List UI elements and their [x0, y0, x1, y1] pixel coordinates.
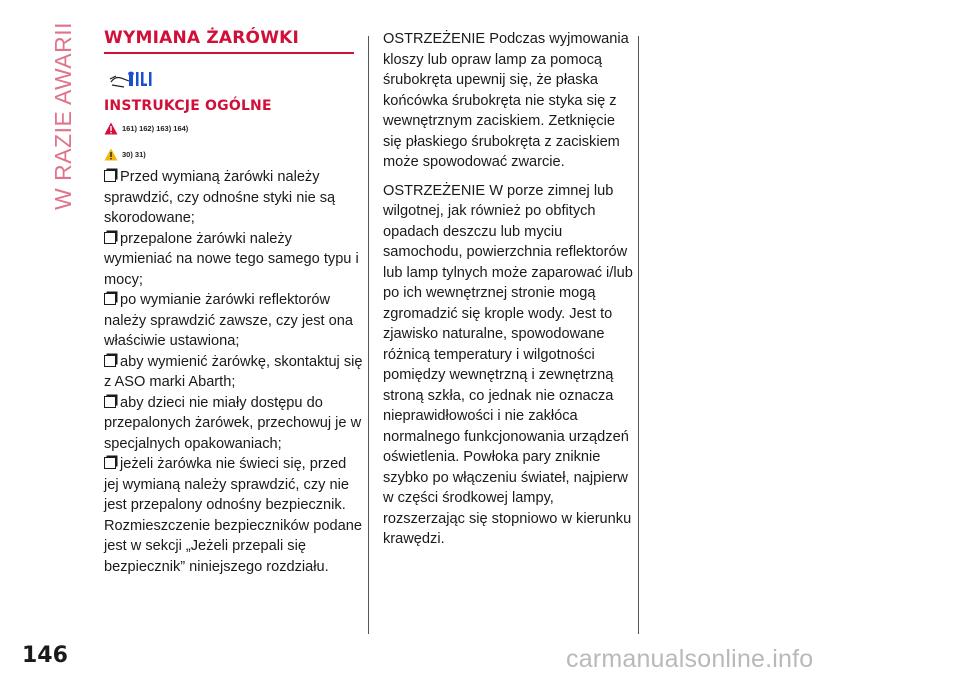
caution-refs: 30) 31) [122, 149, 146, 159]
right-column [383, 29, 633, 558]
checkbox-bullet-icon [104, 293, 116, 305]
page-number: 146 [22, 643, 68, 668]
list-item-text: jeżeli żarówka nie świeci się, przed jej wymianą należy sprawdzić, czy nie jest przepalony odnośny bezpiecznik. Rozmieszczenie bezpieczników podane jest w sekcji „Jeżeli przepali się bezpiecznik” niniejszego rozdziału. [104, 456, 362, 575]
list-item-text: aby dzieci nie miały dostępu do przepalonych żarówek, przechowuj je w specjalnych opakowaniach; [104, 394, 362, 452]
column-divider [368, 36, 369, 634]
list-item [104, 290, 364, 352]
list-item-text: Przed wymianą żarówki należy sprawdzić, czy odnośne styki nie są skorodowane; [104, 169, 336, 226]
caution-triangle-icon [104, 148, 118, 161]
checkbox-bullet-icon [104, 170, 116, 182]
checkbox-bullet-icon [104, 232, 116, 244]
warning-triangle-icon [104, 122, 118, 135]
watermark: carmanualsonline.info [566, 645, 814, 673]
list-item-text: po wymianie żarówki reflektorów należy sprawdzić zawsze, czy jest ona właściwie ustawiona; [104, 292, 354, 349]
caution-reference-row [104, 145, 364, 163]
list-item [104, 229, 364, 291]
checkbox-bullet-icon [104, 355, 116, 367]
side-label-wrapper [50, 21, 90, 210]
checkbox-bullet-icon [104, 457, 116, 469]
list-item [104, 454, 364, 577]
section-subtitle: INSTRUKCJE OGÓLNE [104, 98, 272, 114]
section-side-label: W RAZIE AWARII [50, 21, 76, 210]
left-column [104, 28, 364, 577]
column-divider [638, 36, 639, 634]
checkbox-bullet-icon [104, 396, 116, 408]
warning-reference-row [104, 119, 364, 137]
list-item [104, 167, 364, 229]
warning-refs: 161) 162) 163) 164) [122, 123, 189, 133]
list-item [104, 352, 364, 393]
bulb-replacement-icon [108, 68, 154, 90]
instruction-list [104, 167, 364, 577]
list-item-text: aby wymienić żarówkę, skontaktuj się z ASO marki Abarth; [104, 353, 363, 390]
page-title: WYMIANA ŻARÓWKI [104, 28, 354, 54]
warning-paragraph-condensation: OSTRZEŻENIE W porze zimnej lub wilgotnej, jak również po obfitych opadach deszczu lub myciu samochodu, powierzchnia reflektorów lub lamp tylnych może zaparować i/lub po ich wewnętrznej stronie mogą zgromadzić się krople wody. Jest to zjawisko naturalne, spowodowane różnicą temperatury i wilgotności pomiędzy wewnętrzną i zewnętrzną stroną szkła, co jednak nie oznacza nieprawidłowości i nie zakłóca normalnego funkcjonowania urządzeń oświetlenia. Powłoka pary zniknie szybko po włączeniu świateł, najpierw w części środkowej lampy, rozszerzając się stopniowo w kierunku krawędzi. [383, 182, 633, 547]
warning-paragraph-lamp-covers: OSTRZEŻENIE Podczas wyjmowania kloszy lub opraw lamp za pomocą śrubokręta upewnij się, że płaska końcówka śrubokręta nie styka się z wewnętrznym zaciskiem. Zetknięcie się płaskiego śrubokręta z zaciskiem może spowodować zwarcie. [383, 31, 629, 170]
list-item [104, 393, 364, 455]
list-item-text: przepalone żarówki należy wymieniać na nowe tego samego typu i mocy; [104, 230, 359, 288]
